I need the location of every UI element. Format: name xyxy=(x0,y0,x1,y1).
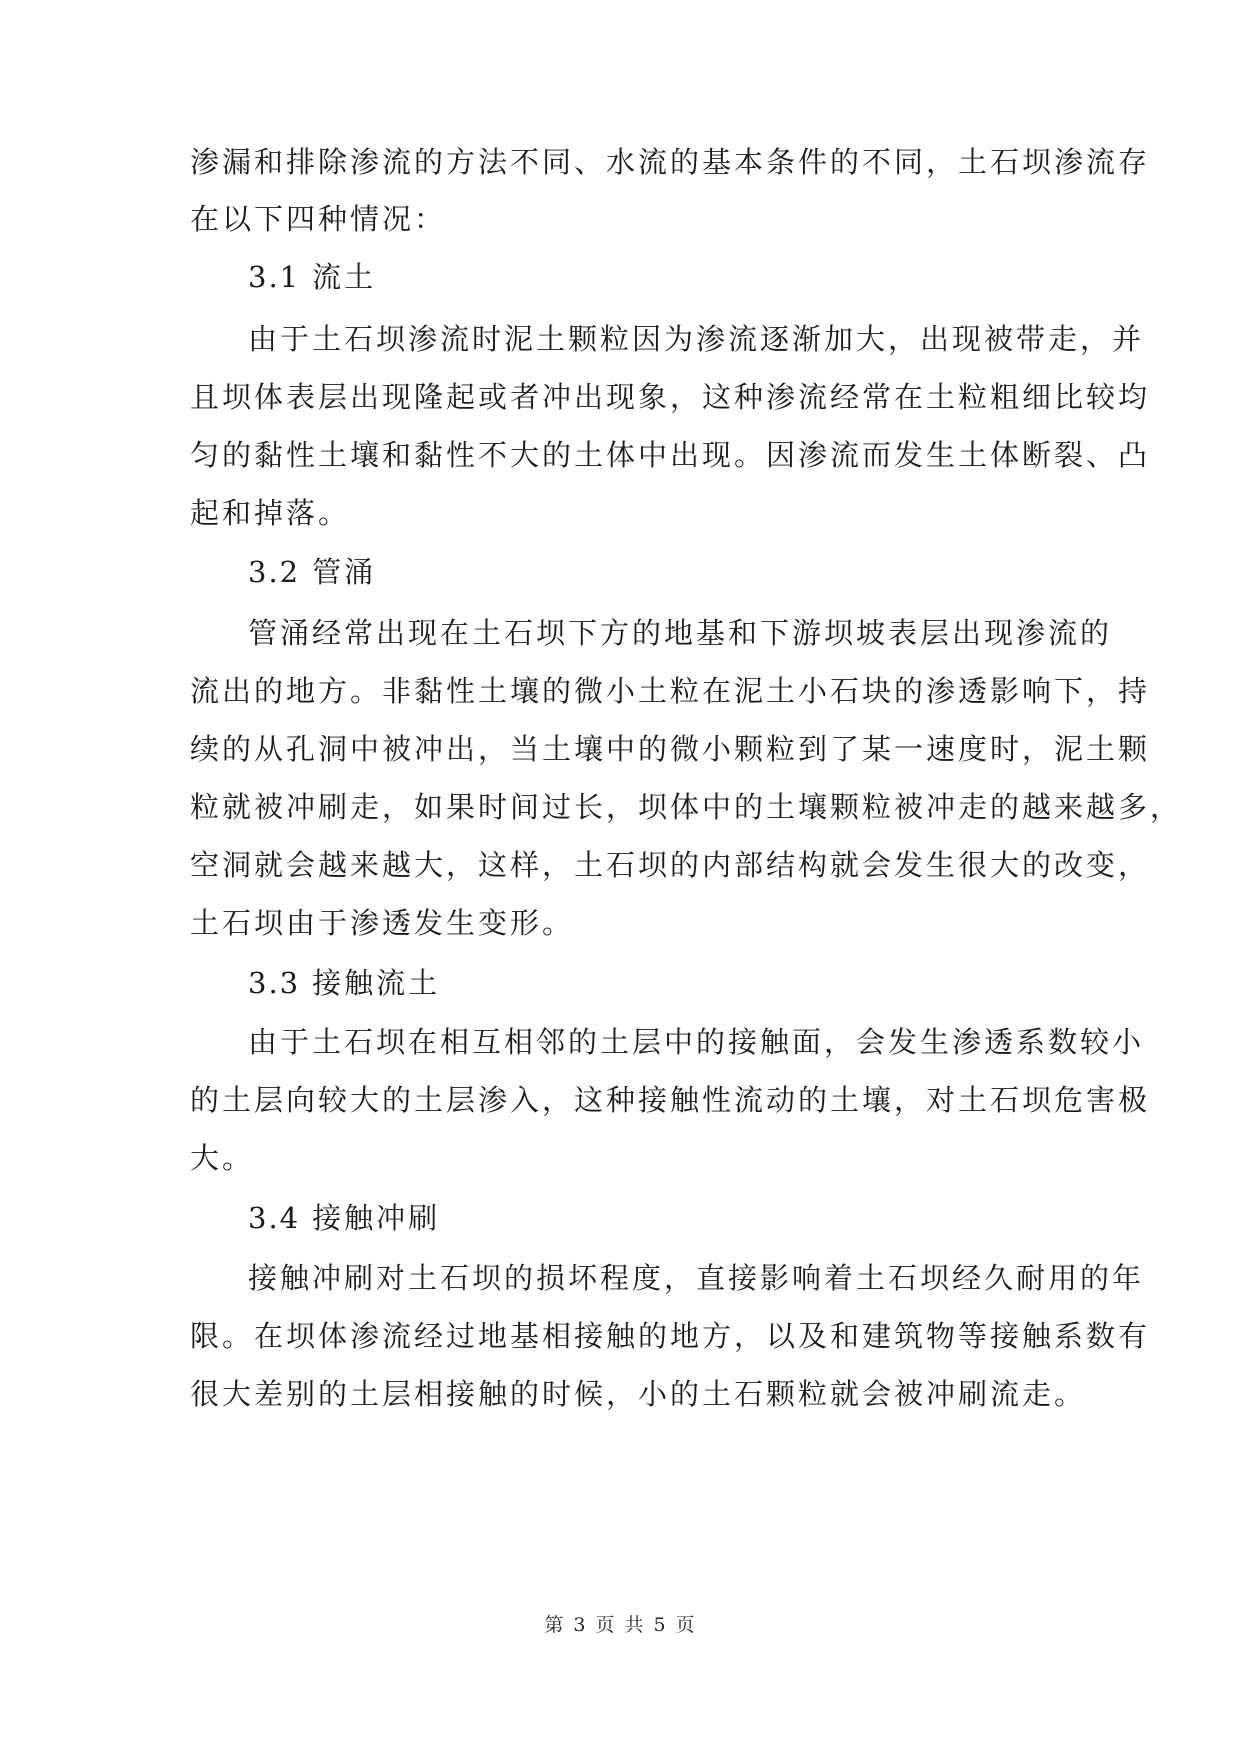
s4-line-2: 限。在坝体渗流经过地基相接触的地方，以及和建筑物等接触系数有 xyxy=(190,1319,1151,1353)
s2-line-1: 管涌经常出现在土石坝下方的地基和下游坝坡表层出现渗流的 xyxy=(248,616,1113,650)
section-title: 接触流土 xyxy=(312,966,441,1000)
intro-line-1: 渗漏和排除渗流的方法不同、水流的基本条件的不同，土石坝渗流存 xyxy=(190,145,1151,179)
s1-line-2: 且坝体表层出现隆起或者冲出现象，这种渗流经常在土粒粗细比较均 xyxy=(190,380,1151,414)
section-number: 3.4 xyxy=(248,1201,301,1235)
section-title: 流土 xyxy=(312,260,377,294)
s3-line-3: 大。 xyxy=(190,1141,255,1175)
section-title: 接触冲刷 xyxy=(312,1201,441,1235)
s2-line-2: 流出的地方。非黏性土壤的微小土粒在泥土小石块的渗透影响下，持 xyxy=(190,674,1151,708)
s4-line-3: 很大差别的土层相接触的时候，小的土石颗粒就会被冲刷流走。 xyxy=(190,1377,1087,1411)
s2-line-4: 粒就被冲刷走，如果时间过长，坝体中的土壤颗粒被冲走的越来越多， xyxy=(190,790,1183,824)
page-footer: 第 3 页 共 5 页 xyxy=(544,1614,697,1636)
section-title: 管涌 xyxy=(312,555,377,589)
section-heading-3-3 xyxy=(248,963,440,1003)
s1-line-1: 由于土石坝渗流时泥土颗粒因为渗流逐渐加大，出现被带走，并 xyxy=(248,322,1145,356)
section-number: 3.2 xyxy=(248,555,301,589)
s2-line-3: 续的从孔洞中被冲出，当土壤中的微小颗粒到了某一速度时，泥土颗 xyxy=(190,732,1151,766)
intro-line-2: 在以下四种情况： xyxy=(190,202,447,236)
s2-line-5: 空洞就会越来越大，这样，土石坝的内部结构就会发生很大的改变， xyxy=(190,848,1151,882)
section-number: 3.3 xyxy=(248,966,301,1000)
s1-line-3: 匀的黏性土壤和黏性不大的土体中出现。因渗流而发生土体断裂、凸 xyxy=(190,438,1151,472)
s3-line-1: 由于土石坝在相互相邻的土层中的接触面，会发生渗透系数较小 xyxy=(248,1025,1145,1059)
section-number: 3.1 xyxy=(248,260,301,294)
s4-line-1: 接触冲刷对土石坝的损坏程度，直接影响着土石坝经久耐用的年 xyxy=(248,1261,1145,1295)
s3-line-2: 的土层向较大的土层渗入，这种接触性流动的土壤，对土石坝危害极 xyxy=(190,1083,1151,1117)
s1-line-4: 起和掉落。 xyxy=(190,496,351,530)
section-heading-3-1 xyxy=(248,257,376,297)
section-heading-3-2 xyxy=(248,552,376,592)
s2-line-6: 土石坝由于渗透发生变形。 xyxy=(190,906,575,940)
section-heading-3-4 xyxy=(248,1198,440,1238)
